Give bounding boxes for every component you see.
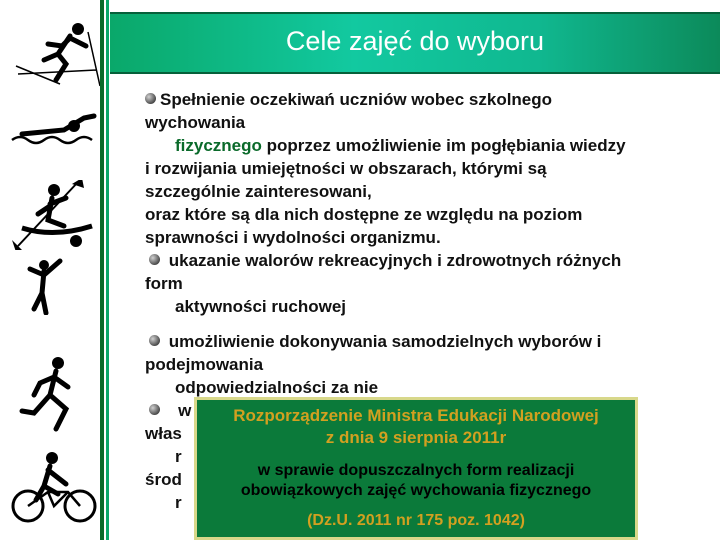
bullet-icon [149, 335, 160, 346]
sidebar-stripe-1 [100, 0, 104, 540]
regulation-popup [194, 397, 638, 540]
text-line: i rozwijania umiejętności w obszarach, którymi są [145, 159, 547, 178]
text-line: podejmowania [145, 355, 264, 374]
sidebar-stripe-2 [106, 0, 109, 540]
swimmer-icon [8, 112, 100, 152]
text-line: oraz które są dla nich dostępne ze względu na poziom [145, 205, 583, 224]
text-line: ukazanie walorów rekreacyjnych i zdrowotnych różnych [168, 251, 622, 270]
bullet-icon [149, 404, 160, 415]
text-line: odpowiedzialności za nie [175, 378, 379, 397]
skier-icon [8, 20, 100, 90]
slide-title: Cele zajęć do wyboru [285, 26, 545, 56]
text-line: w [178, 401, 192, 420]
text-line: aktywności ruchowej [175, 297, 346, 316]
text-line-highlight: fizycznego [175, 136, 262, 155]
bullet-icon [149, 254, 160, 265]
text-line: r [175, 493, 182, 512]
volleyball-player-icon [8, 235, 100, 315]
popup-line-2: z dnia 9 sierpnia 2011r [325, 428, 507, 447]
text-line: wychowania [145, 113, 246, 132]
text-line: form [145, 274, 183, 293]
text-line: umożliwienie dokonywania samodzielnych wyborów i [168, 332, 602, 351]
popup-line-1: Rozporządzenie Ministra Edukacji Narodowej [233, 406, 599, 425]
popup-line-3: w sprawie dopuszczalnych form realizacji [257, 462, 575, 479]
bullet-2 [145, 249, 713, 272]
text-line: środ [145, 470, 182, 489]
bullet-icon [145, 93, 156, 104]
cyclist-icon [8, 450, 100, 525]
text-line: r [175, 447, 182, 466]
text-line: poprzez umożliwienie im pogłębiania wiedzy [261, 136, 626, 155]
text-line: szczególnie zainteresowani, [145, 182, 372, 201]
popup-line-4: obowiązkowych zajęć wychowania fizycznego [240, 482, 592, 499]
bullet-1 [145, 88, 713, 111]
text-line: włas [145, 424, 182, 443]
popup-line-5: (Dz.U. 2011 nr 175 poz. 1042) [307, 512, 525, 529]
text-line: Spełnienie oczekiwań uczniów wobec szkolnego [160, 90, 553, 109]
bullet-3 [145, 330, 713, 353]
runner-icon [8, 355, 100, 435]
sports-icon-sidebar [0, 0, 108, 540]
text-line: sprawności i wydolności organizmu. [145, 228, 441, 247]
